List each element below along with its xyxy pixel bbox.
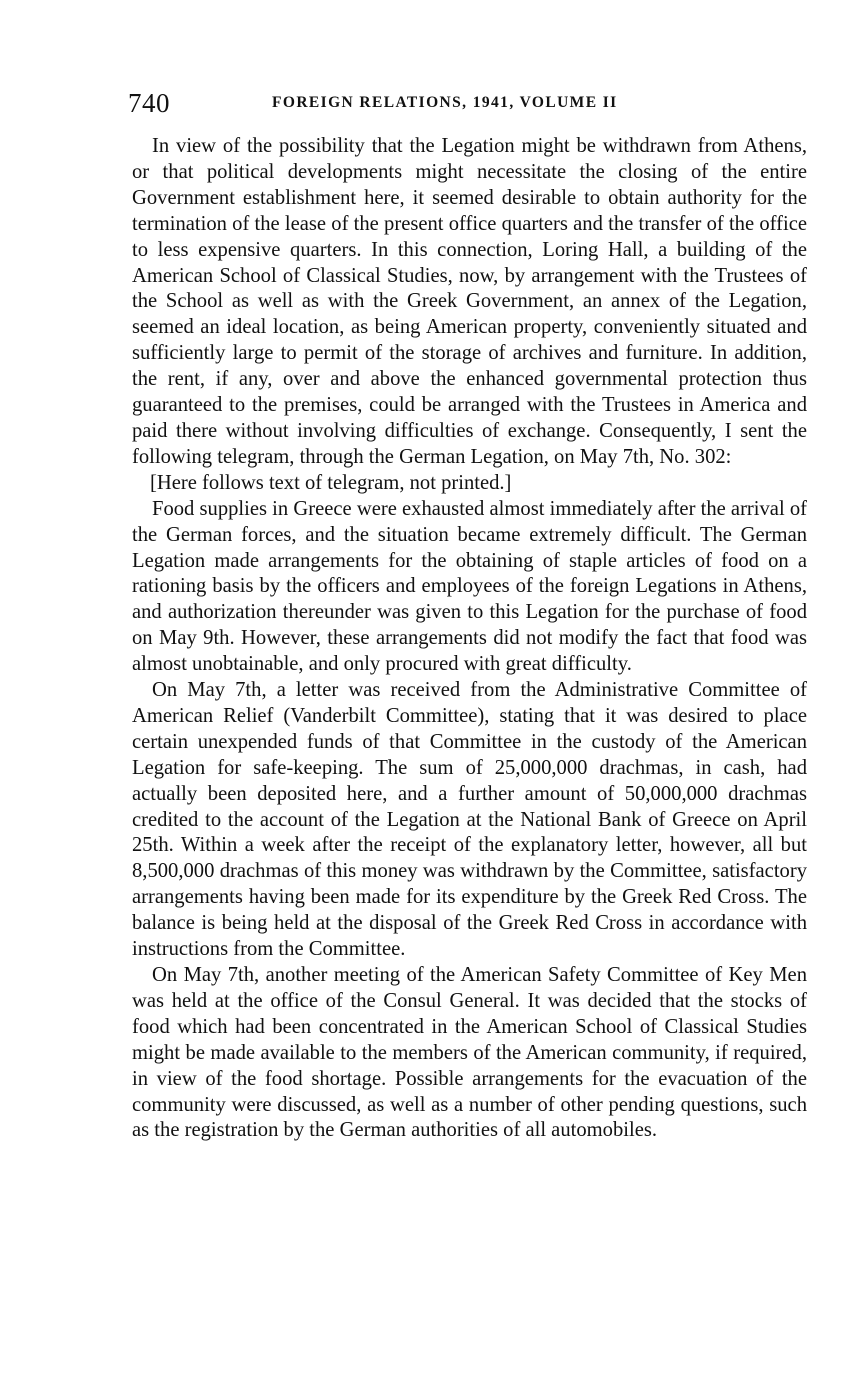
page-number: 740 xyxy=(128,88,170,118)
running-header xyxy=(128,88,807,124)
document-page xyxy=(128,88,807,1144)
running-title: FOREIGN RELATIONS, 1941, VOLUME II xyxy=(272,94,618,111)
telegram-editorial-note: [Here follows text of telegram, not printed.] xyxy=(150,471,512,494)
paragraph-lease-termination: In view of the possibility that the Legation might be withdrawn from Athens, or that political developments might necessitate the closing of the entire Government establishment here, it seemed desirable to obtain authority for the termination of the lease of the present office quarters and the transfer of the office to less expensive quarters. In this connection, Loring Hall, a building of the American School of Classical Studies, now, by arrangement with the Trustees of the School as well as with the Greek Government, an annex of the Legation, seemed an ideal location, as being American property, conveniently situated and sufficiently large to permit of the storage of archives and furniture. In addition, the rent, if any, over and above the enhanced governmental protection thus guaranteed to the premises, could be arranged with the Trustees in America and paid there without involving difficulties of exchange. Consequently, I sent the following telegram, through the German Legation, on May 7th, No. 302: xyxy=(132,135,807,468)
paragraph-food-supplies: Food supplies in Greece were exhausted almost immediately after the arrival of the German forces, and the situation became extremely difficult. The German Legation made arrangements for the obtaining of staple articles of food on a rationing basis by the officers and employees of the foreign Legations in Athens, and authorization thereunder was given to this Legation for the purchase of food on May 9th. However, these arrangements did not modify the fact that food was almost unobtainable, and only procured with great difficulty. xyxy=(132,497,807,676)
paragraph-relief-funds: On May 7th, a letter was received from the Administrative Committee of American Relief (Vanderbilt Committee), stating that it was desired to place certain unexpended funds of that Committee in the custody of the American Legation for safe-keeping. The sum of 25,000,000 drachmas, in cash, had actually been deposited here, and a further amount of 50,000,000 drachmas credited to the account of the Legation at the National Bank of Greece on April 25th. Within a week after the receipt of the explanatory letter, however, all but 8,500,000 drachmas of this money was withdrawn by the Committee, satisfactory arrangements having been made for its expenditure by the Greek Red Cross. The balance is being held at the disposal of the Greek Red Cross in accordance with instructions from the Committee. xyxy=(132,679,807,961)
paragraph-safety-committee: On May 7th, another meeting of the American Safety Committee of Key Men was held at the office of the Consul General. It was decided that the stocks of food which had been concentrated in the American School of Classical Studies might be made available to the members of the American community, if required, in view of the food shortage. Possible arrangements for the evacuation of the community were discussed, as well as a number of other pending questions, such as the registration by the German authorities of all automobiles. xyxy=(132,964,807,1142)
